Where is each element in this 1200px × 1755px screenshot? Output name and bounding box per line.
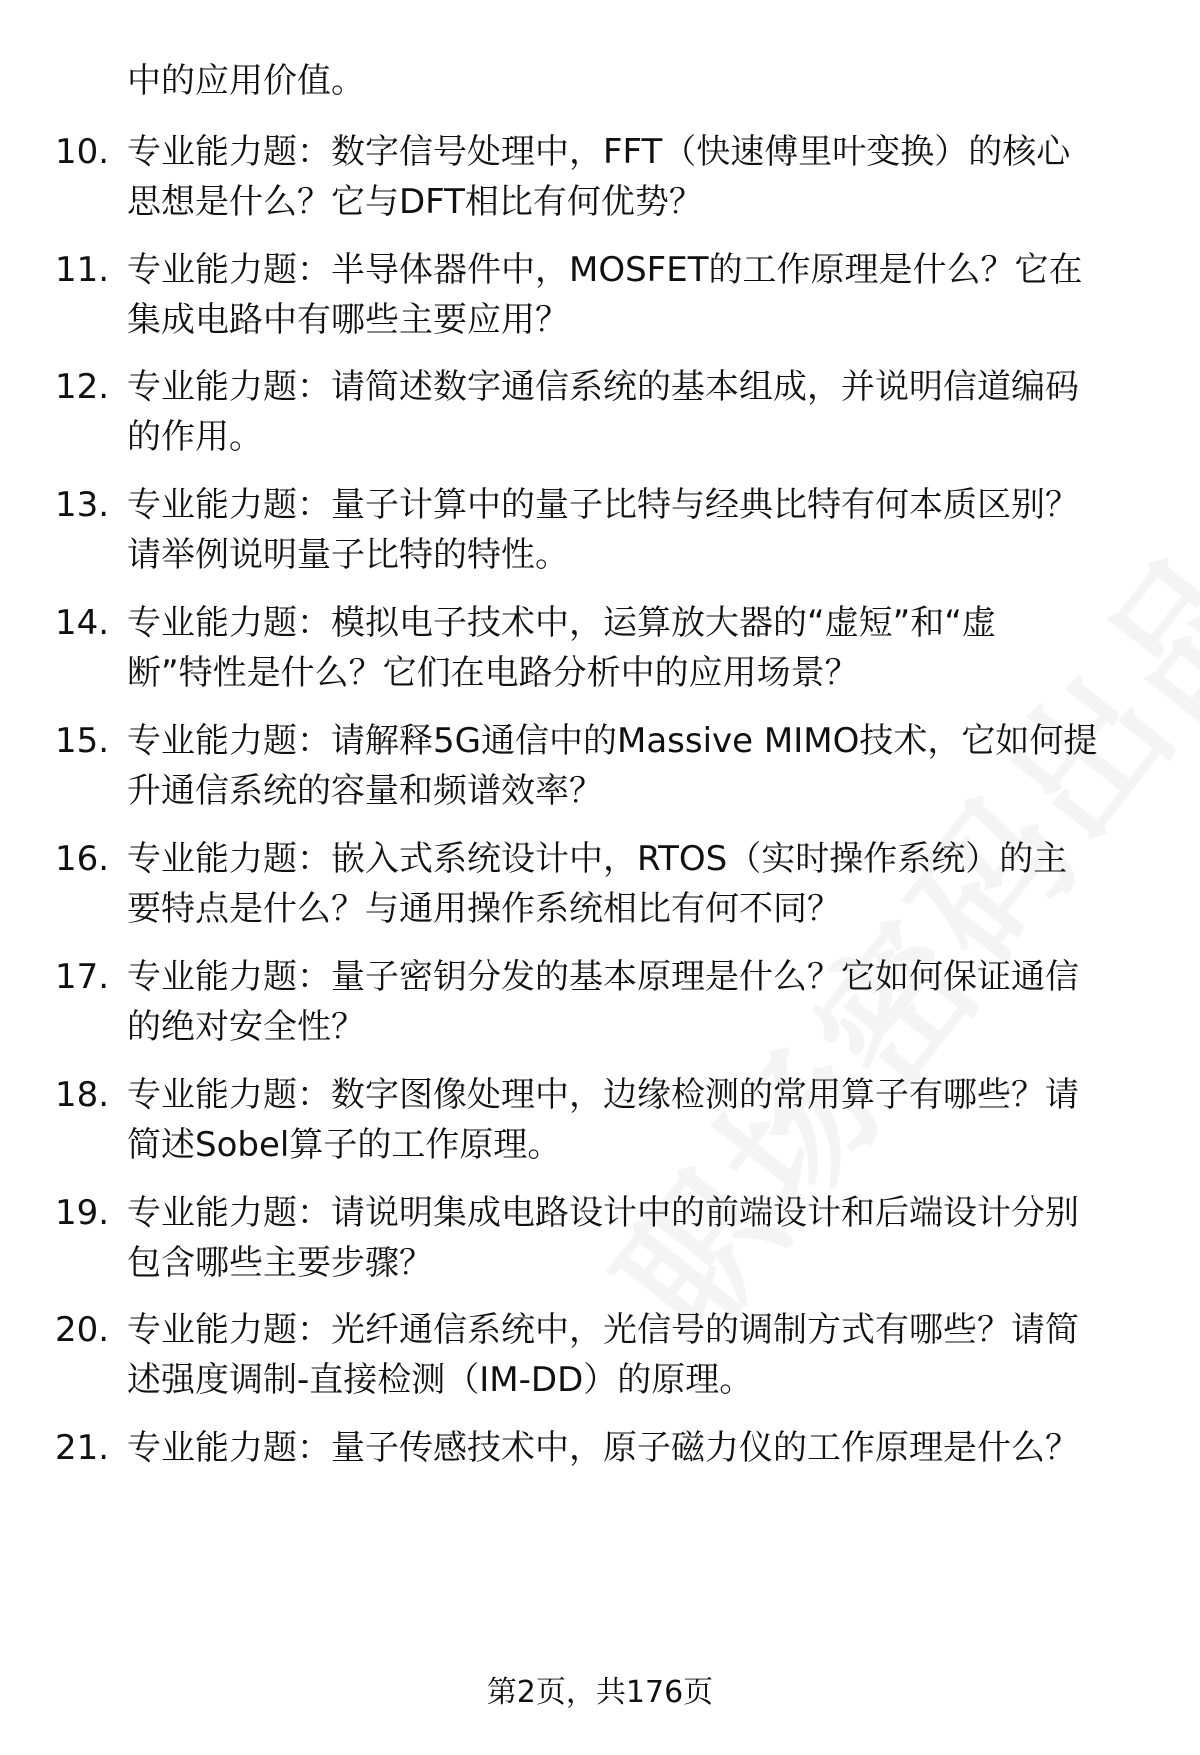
question-text: 专业能力题：量子传感技术中，原子磁力仪的工作原理是什么？	[127, 1428, 1079, 1468]
question-text: 专业能力题：光纤通信系统中，光信号的调制方式有哪些？请简 述强度调制-直接检测（IM-DD）的原理。	[127, 1310, 1079, 1400]
question-number: 17.	[55, 957, 110, 997]
question-text: 专业能力题：量子密钥分发的基本原理是什么？它如何保证通信 的绝对安全性？	[127, 957, 1079, 1047]
question-number: 11.	[55, 250, 110, 290]
question-number: 10.	[55, 132, 110, 172]
question-number: 20.	[55, 1310, 110, 1350]
question-number: 13.	[55, 485, 110, 525]
question-number: 12.	[55, 367, 110, 407]
question-number: 14.	[55, 603, 110, 643]
question-text: 专业能力题：嵌入式系统设计中，RTOS（实时操作系统）的主 要特点是什么？与通用操作系统相比有何不同？	[127, 839, 1068, 929]
question-text: 专业能力题：模拟电子技术中，运算放大器的“虚短”和“虚 断”特性是什么？它们在电路分析中的应用场景？	[127, 603, 996, 693]
continuation-text: 中的应用价值。	[127, 61, 365, 101]
question-text: 专业能力题：请简述数字通信系统的基本组成，并说明信道编码 的作用。	[127, 367, 1079, 457]
page-footer: 第2页，共176页	[486, 1675, 714, 1710]
question-text: 专业能力题：数字信号处理中，FFT（快速傅里叶变换）的核心 思想是什么？它与DFT相比有何优势？	[127, 132, 1071, 222]
question-number: 19.	[55, 1193, 110, 1233]
question-text: 专业能力题：数字图像处理中，边缘检测的常用算子有哪些？请 简述Sobel算子的工作原理。	[127, 1075, 1079, 1165]
question-number: 18.	[55, 1075, 110, 1115]
question-text: 专业能力题：半导体器件中，MOSFET的工作原理是什么？它在 集成电路中有哪些主要应用？	[127, 250, 1083, 340]
question-text: 专业能力题：量子计算中的量子比特与经典比特有何本质区别？ 请举例说明量子比特的特性。	[127, 485, 1079, 575]
question-text: 专业能力题：请解释5G通信中的Massive MIMO技术，它如何提 升通信系统的容量和频谱效率？	[127, 721, 1098, 811]
question-number: 15.	[55, 721, 110, 761]
question-number: 16.	[55, 839, 110, 879]
question-text: 专业能力题：请说明集成电路设计中的前端设计和后端设计分别 包含哪些主要步骤？	[127, 1193, 1079, 1283]
question-number: 21.	[55, 1428, 110, 1468]
